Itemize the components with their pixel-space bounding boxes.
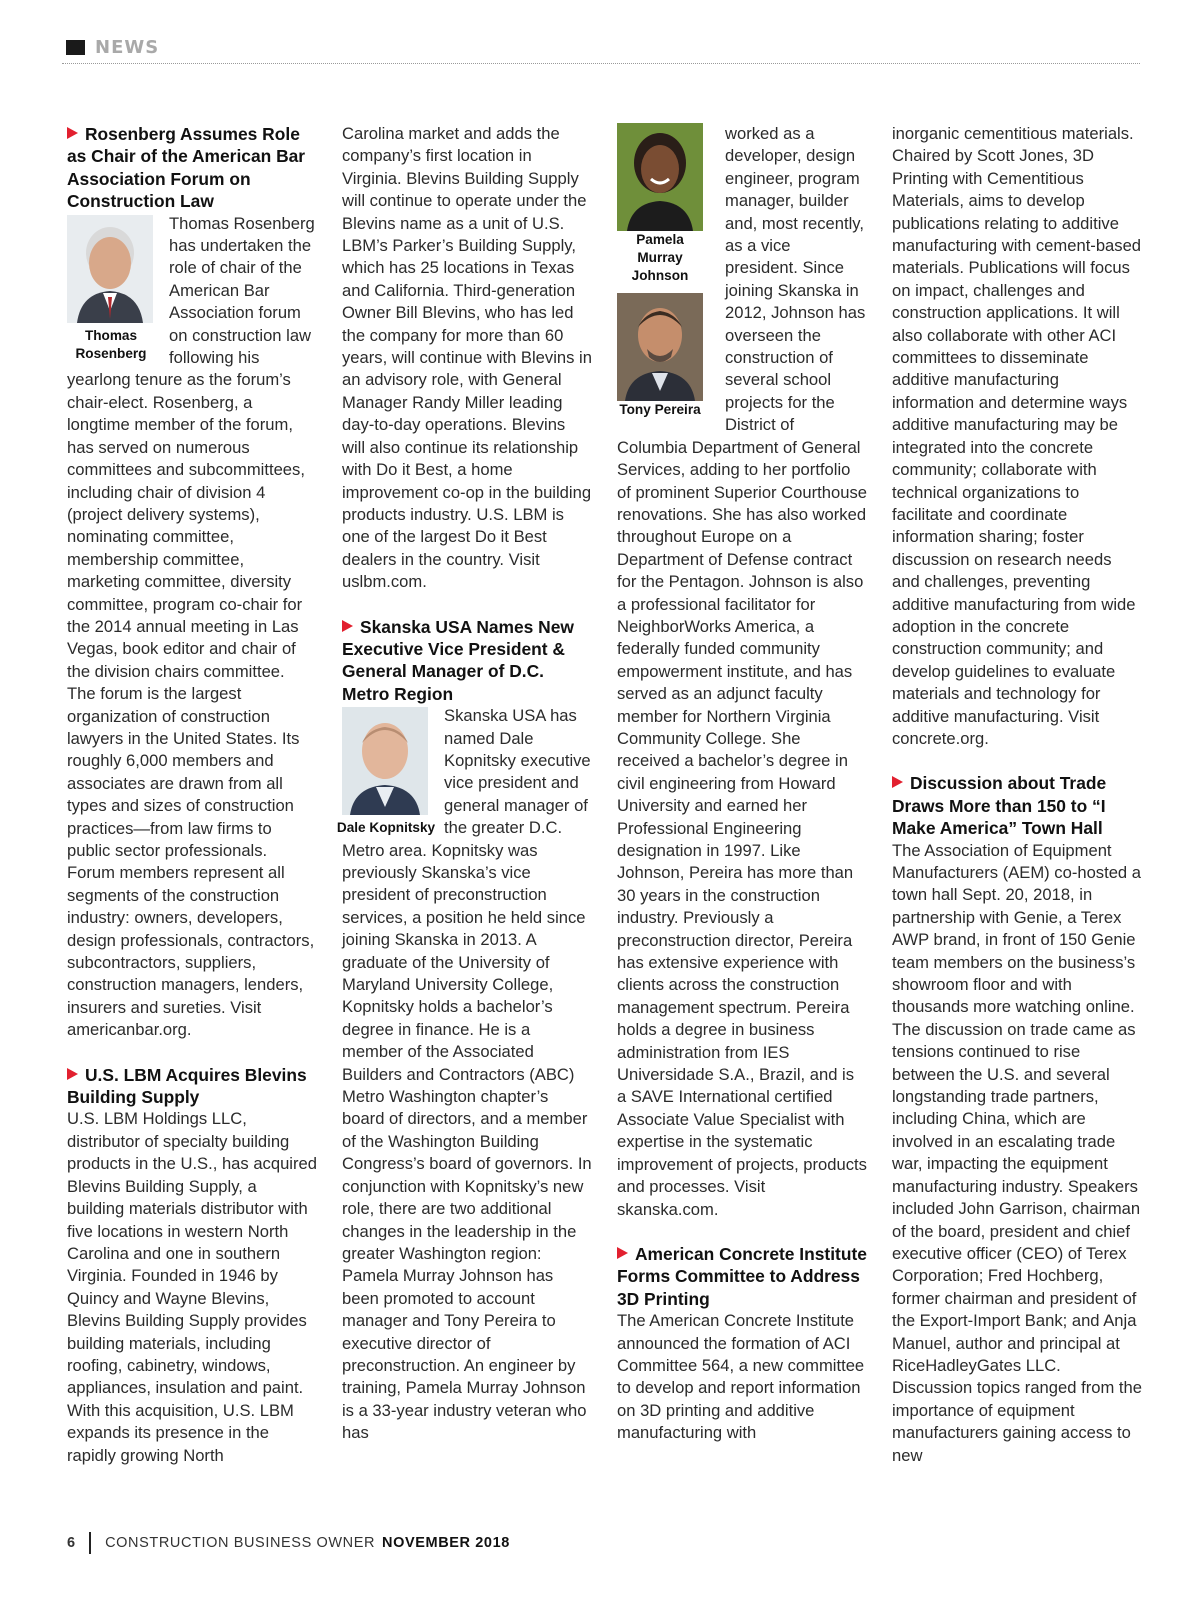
article-headline-aem: Discussion about Trade Draws More than 150 to “I Make America” Town Hall <box>892 773 1107 839</box>
article-body-aci-cont: inorganic cementitious materials. Chaired by Scott Jones, 3D Printing with Cementitious Materials, aims to develop publications relating to additive manufacturing with cement-based materials. Publications will focus on impact, challenges and construction applications. It will also collaborate with other ACI committees to disseminate additive manufacturing information and determine ways additive manufacturing may be integrated into the concrete community; collaborate with technical organizations to facilitate and coordinate information sharing; foster discussion on research needs and challenges, preventing additive manufacturing from wide adoption in the concrete construction community; and develop guidelines to evaluate materials and technology for additive manufacturing. Visit concrete.org. <box>892 124 1142 748</box>
article-body-aem: The Association of Equipment Manufacturers (AEM) co-hosted a town hall Sept. 20, 2018, in partnership with Genie, a Terex AWP brand, in front of 150 Genie team members on the business’s showroom floor and with thousands more watching online. The discussion on trade came as tensions continued to rise between the U.S. and several longstanding trade partners, including China, which are involved in an escalating trade war, impacting the equipment manufacturing industry. Speakers included John Garrison, chairman of the board, president and chief executive officer (CEO) of Terex Corporation; Fred Hochberg, former chairman and president of the Export-Import Bank; and Anja Manuel, author and principal at RiceHadleyGates LLC. Discussion topics ranged from the importance of equipment manufacturers gaining access to new <box>892 840 1142 1465</box>
column-4 <box>892 123 1142 1467</box>
photo-caption: Pamela Murray Johnson <box>631 232 689 283</box>
portrait-thomas-rosenberg <box>67 215 153 323</box>
photo-pamela-murray-johnson <box>617 123 717 285</box>
article-body-us-lbm: U.S. LBM Holdings LLC, distributor of specialty building products in the U.S., has acquired Blevins Building Supply, a building materials distributor with five locations in western North Carolina and one in southern Virginia. Founded in 1946 by Quincy and Wayne Blevins, Blevins Building Supply provides building materials, including roofing, cabinetry, windows, appliances, insulation and paint. With this acquisition, U.S. LBM expands its presence in the rapidly growing North <box>67 1109 317 1465</box>
article-body-skanska: Dale Kopnitsky Skanska USA has named Dale Kopnitsky executive vice president and general manager of the greater D.C. Metro area. Kopnitsky was previously Skanska’s vice president of preconstruction services, a position he held since joining Skanska in 2013. A graduate of the University of Maryland University College, Kopnitsky holds a bachelor’s degree in finance. He is a member of the Associated Builders and Contractors (ABC) Metro Washington chapter’s board of directors, and a member of the Washington Building Congress’s board of governors. In conjunction with Kopnitsky’s new role, there are two additional changes in the leadership in the greater Washington region: Pamela Murray Johnson has been promoted to account manager and Tony Pereira to executive director of preconstruction. An engineer by training, Pamela Murray Johnson is a 33-year industry veteran who has <box>342 705 592 1444</box>
publication-name: CONSTRUCTION BUSINESS OWNER <box>105 1535 376 1551</box>
page-footer <box>67 1532 510 1554</box>
column-2 <box>336 123 592 1445</box>
photo-caption: Thomas Rosenberg <box>75 327 147 361</box>
column-1 <box>67 123 317 1467</box>
article-body-aci: The American Concrete Institute announced the formation of ACI Committee 564, a new committee to develop and report information on 3D printing and additive manufacturing with <box>617 1311 865 1443</box>
page-number: 6 <box>67 1535 76 1551</box>
photo-thomas-rosenberg <box>67 213 165 363</box>
photo-caption: Tony Pereira <box>619 402 701 417</box>
photo-dale-kopnitsky <box>336 705 440 837</box>
article-body-rosenberg: Thomas Rosenberg Thomas Rosenberg has undertaken the role of chair of the American Bar Association forum on construction law following his yearlong tenure as the forum’s chair-elect. Rosenberg, a longtime member of the forum, has served on numerous committees and subcommittees, including chair of division 4 (project delivery systems), nominating committee, membership committee, marketing committee, diversity committee, program co-chair for the 2014 annual meeting in Las Vegas, book editor and chair of the division chairs committee. The forum is the largest organization of construction lawyers in the United States. Its roughly 6,000 members and associates are drawn from all types and sizes of construction practices—from law firms to public sector professionals. Forum members represent all segments of the construction industry: owners, developers, design professionals, contractors, subcontractors, suppliers, construction managers, lenders, insurers and sureties. Visit americanbar.org. <box>67 213 317 1042</box>
section-header <box>66 34 159 60</box>
header-rule <box>62 63 1140 64</box>
red-triangle-icon <box>67 127 78 139</box>
article-headline-us-lbm: U.S. LBM Acquires Blevins Building Supply <box>67 1064 307 1108</box>
footer-divider <box>89 1532 91 1554</box>
portrait-tony-pereira <box>617 293 703 401</box>
header-square-icon <box>66 40 85 55</box>
red-triangle-icon <box>342 620 353 632</box>
article-body-us-lbm-cont: Carolina market and adds the company’s first location in Virginia. Blevins Building Supply will continue to operate under the Blevins name as a unit of U.S. LBM’s Parker’s Building Supply, which has 25 locations in Texas and California. Third-generation Owner Bill Blevins, who has led the company for more than 60 years, will continue with Blevins in an advisory role, with General Manager Randy Miller leading day-to-day operations. Blevins will also continue its relationship with Do it Best, a home improvement co-op in the building products industry. U.S. LBM is one of the largest Do it Best dealers in the country. Visit uslbm.com. <box>342 124 592 592</box>
red-triangle-icon <box>67 1068 78 1080</box>
photo-stack <box>617 123 717 427</box>
article-headline-skanska: Skanska USA Names New Executive Vice President & General Manager of D.C. Metro Region <box>342 616 574 704</box>
red-triangle-icon <box>617 1247 628 1259</box>
portrait-dale-kopnitsky <box>342 707 428 815</box>
column-3 <box>617 123 867 1445</box>
photo-tony-pereira <box>617 293 717 419</box>
article-headline-aci: American Concrete Institute Forms Committee to Address 3D Printing <box>617 1243 867 1309</box>
article-body-skanska-cont: Pamela Murray Johnson Tony Pereira worked as a developer, design engineer, program manager, builder and, most recently, as a vice president. Since joining Skanska in 2012, Johnson has overseen the construction of several school projects for the District of Columbia Department of General Services, adding to her portfolio of prominent Superior Courthouse renovations. She has also worked throughout Europe on a Department of Defense contract for the Pentagon. Johnson is also a professional facilitator for NeighborWorks America, a federally funded community empowerment institute, and has served as an adjunct faculty member for Northern Virginia Community College. She received a bachelor’s degree in civil engineering from Howard University and earned her Professional Engineering designation in 1997. Like Johnson, Pereira has more than 30 years in the construction industry. Previously a preconstruction director, Pereira has extensive experience with clients across the construction management spectrum. Pereira holds a degree in business administration from IES Universidade S.A., Brazil, and is a SAVE International certified Associate Value Specialist with expertise in the systematic improvement of projects, products and processes. Visit skanska.com. <box>617 124 867 1219</box>
photo-caption: Dale Kopnitsky <box>336 820 436 836</box>
red-triangle-icon <box>892 776 903 788</box>
article-headline-rosenberg: Rosenberg Assumes Role as Chair of the American Bar Association Forum on Construction Law <box>67 124 306 212</box>
portrait-pamela-murray-johnson <box>617 123 703 231</box>
issue-date: NOVEMBER 2018 <box>382 1535 510 1551</box>
section-label: NEWS <box>95 36 160 58</box>
